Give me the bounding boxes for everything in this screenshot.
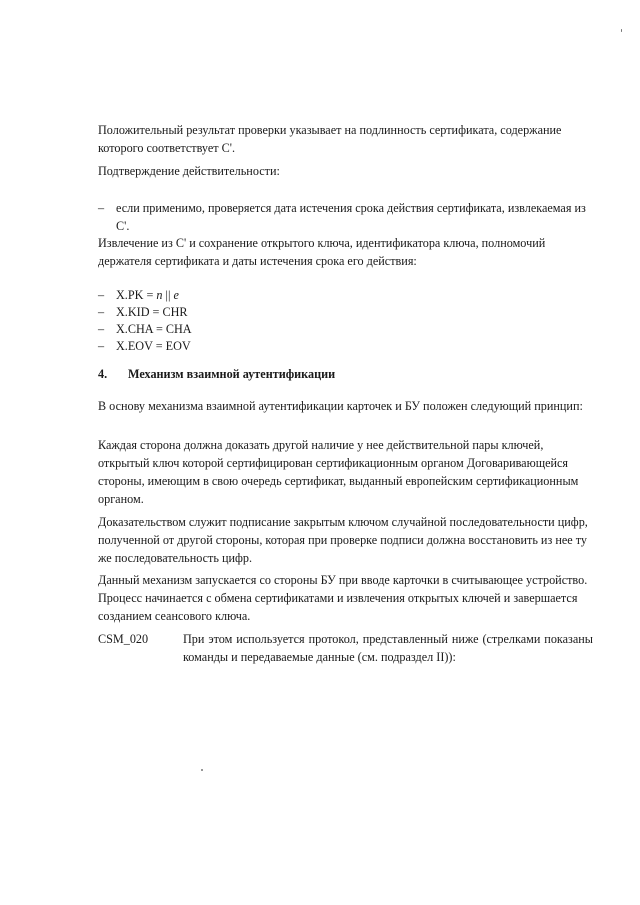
list-item-text: X.PK = n || e [116,288,179,302]
list-dash: – [98,288,105,302]
list-dash: – [98,339,105,353]
paragraph-proof: Доказательством служит подписание закрытым ключом случайной последовательности цифр, полученной от другой стороны, которая при проверке подписи должна восстановить из нее ту же последовательность цифр. [98,515,588,565]
paragraph-principle: В основу механизма взаимной аутентификации карточек и БУ положен следующий принцип: [98,399,583,413]
section-title: Механизм взаимной аутентификации [128,367,336,381]
paragraph-extraction: Извлечение из C' и сохранение открытого ключа, идентификатора ключа, полномочий держателя сертификата и даты истечения срока его действия: [98,236,546,268]
paragraph-validity-heading: Подтверждение действительности: [98,164,280,178]
list-dash: – [98,305,105,319]
paragraph-mechanism-start: Данный механизм запускается со стороны БУ при вводе карточки в считывающее устройство. Процесс начинается с обмена сертификатами и извлечения открытых ключей и завершается созданием сеансового ключа. [98,573,588,623]
requirement-text: При этом используется протокол, представленный ниже (стрелками показаны команды и передаваемые данные (см. подраздел II)): [183,632,593,664]
section-number: 4. [98,367,108,381]
list-dash: – [98,322,105,336]
scan-speck [201,769,203,771]
list-item-text: если применимо, проверяется дата истечения срока действия сертификата, извлекаемая из C'. [116,201,586,233]
paragraph-positive-result: Положительный результат проверки указывает на подлинность сертификата, содержание которого соответствует C'. [98,123,562,155]
requirement-code: CSM_020 [98,632,149,646]
list-item-text: X.EOV = EOV [116,339,191,353]
list-item-text: X.CHA = CHA [116,322,192,336]
paragraph-key-pair: Каждая сторона должна доказать другой наличие у нее действительной пары ключей, открытый ключ которой сертифицирован сертификационным органом Договаривающейся стороны, имеющим в свою очередь сертификат, выданный европейским сертификационным органом. [98,438,579,506]
scan-speck [621,29,622,32]
list-item-text: X.KID = CHR [116,305,188,319]
list-dash: – [98,201,105,215]
